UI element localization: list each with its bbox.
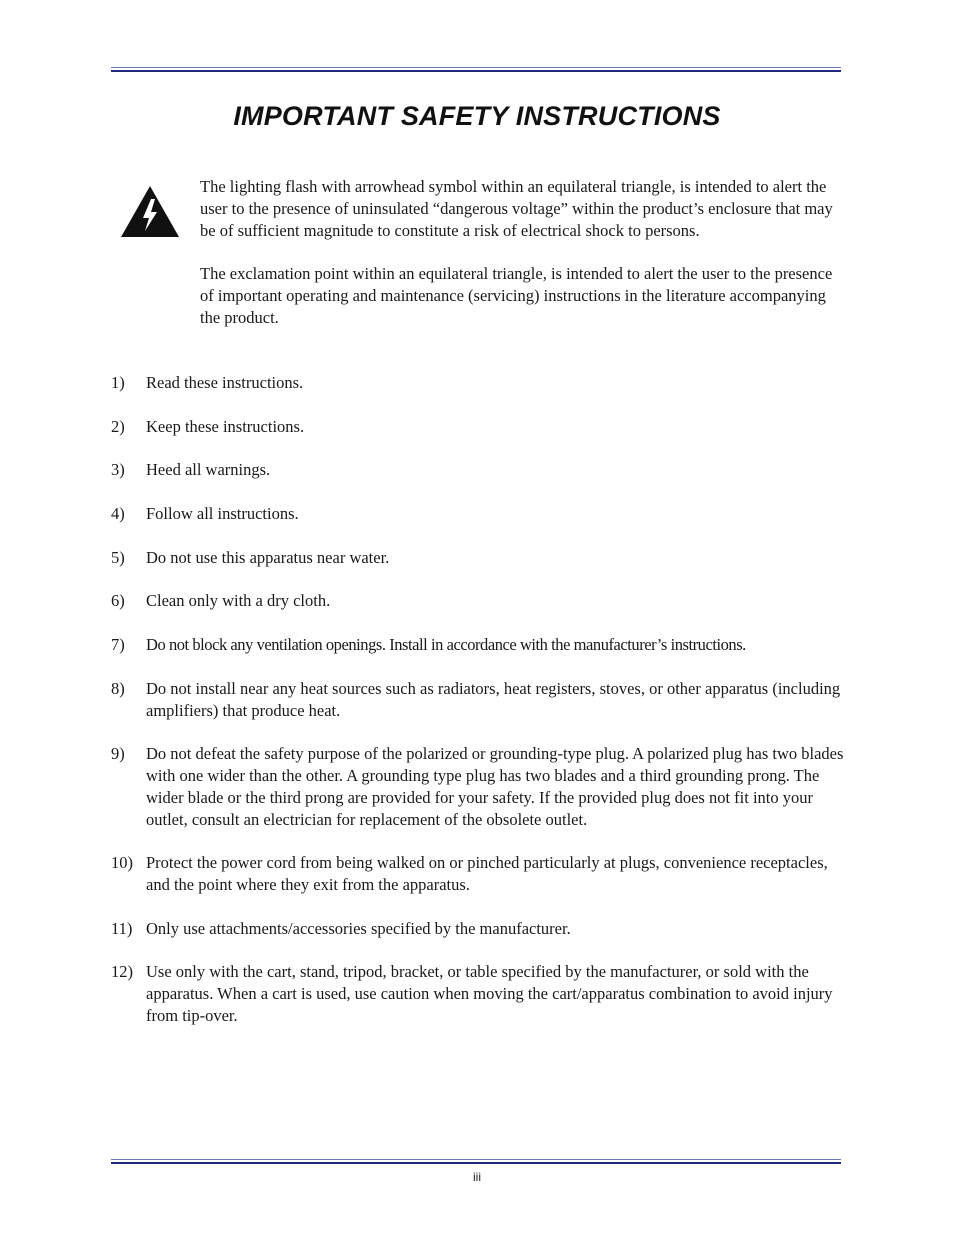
item-text: Do not block any ventilation openings. Install in accordance with the manufacturer’s instructions. [146, 635, 746, 654]
item-text: Keep these instructions. [146, 417, 305, 436]
item-text: Follow all instructions. [146, 504, 299, 523]
item-text: Clean only with a dry cloth. [146, 591, 331, 610]
item-number: 7) [111, 635, 125, 654]
item-number: 2) [111, 417, 125, 436]
item-number: 8) [111, 679, 125, 698]
item-text: Heed all warnings. [146, 460, 271, 479]
item-number: 9) [111, 744, 125, 763]
page-title: IMPORTANT SAFETY INSTRUCTIONS [233, 101, 721, 131]
exclamation-notice: The exclamation point within an equilateral triangle, is intended to alert the user to the presence of important operating and maintenance (servicing) instructions in the literature accompanying the product. [200, 264, 833, 327]
item-text: Do not install near any heat sources such as radiators, heat registers, stoves, or other apparatus (including amplifiers) that produce heat. [146, 679, 841, 720]
item-text: Do not use this apparatus near water. [146, 548, 390, 567]
item-number: 4) [111, 504, 125, 523]
item-text: Use only with the cart, stand, tripod, bracket, or table specified by the manufacturer, or sold with the apparatus. When a cart is used, use caution when moving the cart/apparatus combination to avoid injury from tip-over. [146, 962, 833, 1025]
header-rule [111, 67, 841, 72]
item-text: Only use attachments/accessories specified by the manufacturer. [146, 919, 571, 938]
voltage-notice: The lighting flash with arrowhead symbol within an equilateral triangle, is intended to alert the user to the presence of uninsulated “dangerous voltage” within the product’s enclosure that may be of sufficient magnitude to constitute a risk of electrical shock to persons. [200, 177, 833, 240]
page-number: iii [473, 1170, 481, 1184]
item-text: Read these instructions. [146, 373, 304, 392]
item-number: 10) [111, 853, 133, 872]
item-number: 6) [111, 591, 125, 610]
item-number: 1) [111, 373, 125, 392]
item-number: 5) [111, 548, 125, 567]
item-number: 12) [111, 962, 133, 981]
item-number: 3) [111, 460, 125, 479]
item-number: 11) [111, 919, 133, 938]
item-text: Protect the power cord from being walked on or pinched particularly at plugs, convenience receptacles, and the point where they exit from the apparatus. [146, 853, 828, 894]
footer-rule [111, 1159, 841, 1164]
lightning-triangle-icon [120, 185, 180, 238]
item-text: Do not defeat the safety purpose of the polarized or grounding-type plug. A polarized plug has two blades with one wider than the other. A grounding type plug has two blades and a third grounding prong. The wider blade or the third prong are provided for your safety. If the provided plug does not fit into your outlet, consult an electrician for replacement of the obsolete outlet. [146, 744, 844, 829]
